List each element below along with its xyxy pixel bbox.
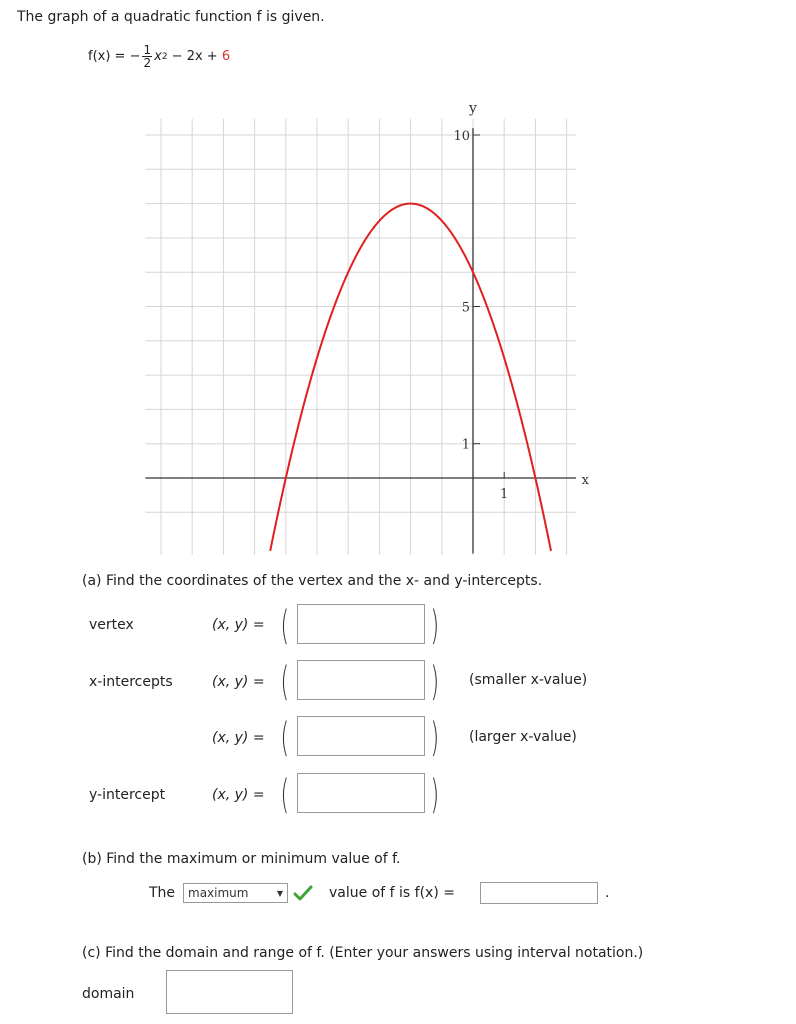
period: .	[605, 885, 610, 901]
left-paren: (	[280, 603, 290, 649]
y-axis-label: y	[469, 100, 477, 117]
grid-lines	[145, 119, 576, 555]
vertex-label: vertex	[89, 617, 134, 633]
x-axis-label: x	[581, 473, 589, 488]
x-tick-label: 1	[500, 487, 509, 502]
part-c-prompt: (c) Find the domain and range of f. (Enter your answers using interval notation.)	[82, 945, 644, 961]
left-paren: (	[280, 715, 290, 761]
x-int-2-xy-label: (x, y) =	[212, 730, 265, 746]
left-paren: (	[280, 659, 290, 705]
y-tick-label: 5	[461, 300, 470, 316]
x-intercept-smaller-input[interactable]	[297, 660, 425, 700]
chevron-down-icon: ▼	[276, 888, 283, 898]
tick-labels	[453, 100, 589, 502]
the-label: The	[149, 885, 176, 901]
quadratic-graph	[0, 95, 796, 565]
vertex-xy-label: (x, y) =	[212, 617, 265, 633]
domain-label: domain	[82, 986, 135, 1002]
larger-x-note: (larger x-value)	[469, 729, 577, 745]
value-of-f-label: value of f is f(x) =	[329, 885, 455, 901]
function-x: x	[154, 49, 162, 64]
fraction	[142, 44, 152, 69]
max-min-select[interactable]	[183, 883, 288, 903]
x-int-1-xy-label: (x, y) =	[212, 674, 265, 690]
right-paren: )	[430, 603, 440, 649]
function-constant: 6	[221, 49, 231, 64]
problem-intro: The graph of a quadratic function f is given.	[17, 9, 325, 25]
function-lhs: f(x) = −	[88, 49, 141, 64]
x-intercept-larger-input[interactable]	[297, 716, 425, 756]
right-paren: )	[430, 659, 440, 705]
y-int-xy-label: (x, y) =	[212, 787, 265, 803]
y-intercept-label: y-intercept	[89, 787, 166, 803]
function-exponent: 2	[161, 51, 168, 62]
function-rest: − 2x +	[167, 49, 222, 64]
domain-input[interactable]	[166, 970, 293, 1014]
extreme-value-input[interactable]	[480, 882, 598, 904]
max-min-selected-value: maximum	[188, 886, 249, 900]
y-tick-label: 1	[461, 437, 470, 453]
fraction-numerator: 1	[143, 43, 152, 57]
part-a-prompt: (a) Find the coordinates of the vertex and the x- and y-intercepts.	[82, 573, 543, 589]
function-definition	[88, 44, 230, 69]
vertex-input[interactable]	[297, 604, 425, 644]
left-paren: (	[280, 772, 290, 818]
checkmark-icon	[292, 884, 314, 902]
x-intercepts-label: x-intercepts	[89, 674, 173, 690]
smaller-x-note: (smaller x-value)	[469, 672, 588, 688]
right-paren: )	[430, 772, 440, 818]
right-paren: )	[430, 715, 440, 761]
part-b-prompt: (b) Find the maximum or minimum value of f.	[82, 851, 401, 867]
fraction-denominator: 2	[143, 56, 152, 70]
y-intercept-input[interactable]	[297, 773, 425, 813]
y-tick-label: 10	[453, 129, 470, 144]
